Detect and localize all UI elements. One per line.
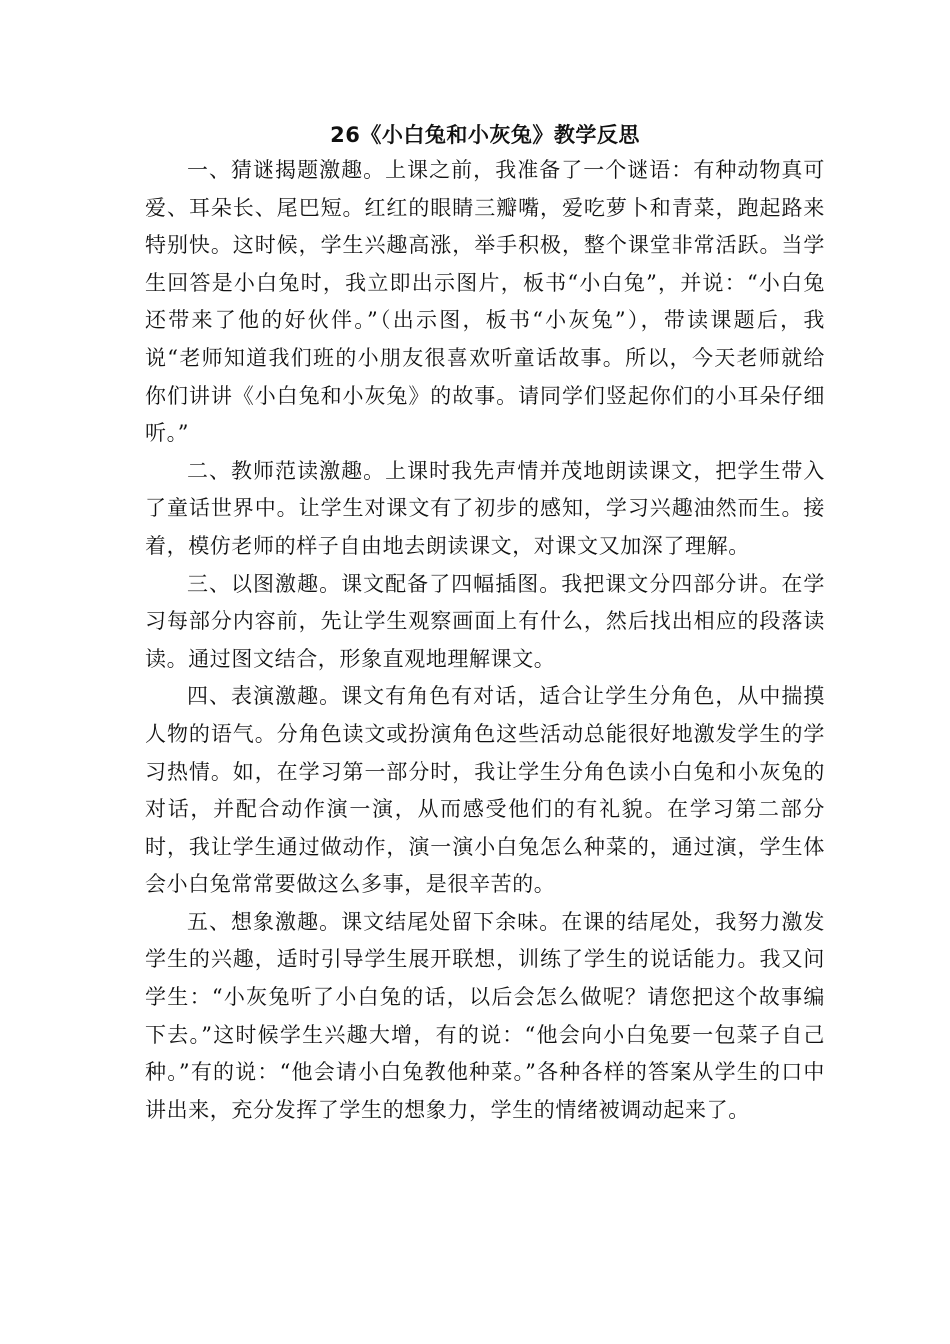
- paragraph-4: 四、表演激趣。课文有角色有对话，适合让学生分角色，从中揣摸人物的语气。分角色读文或扮演角色这些活动总能很好地激发学生的学习热情。如，在学习第一部分时，我让学生分角色读小白兔和小灰兔的对话，并配合动作演一演，从而感受他们的有礼貌。在学习第二部分时，我让学生通过做动作，演一演小白兔怎么种菜的，通过演，学生体会小白兔常常要做这么多事，是很辛苦的。: [145, 684, 825, 897]
- paragraph-1: 一、猜谜揭题激趣。上课之前，我准备了一个谜语：有种动物真可爱、耳朵长、尾巴短。红红的眼睛三瓣嘴，爱吃萝卜和青菜，跑起路来特别快。这时候，学生兴趣高涨，举手积极，整个课堂非常活跃。当学生回答是小白兔时，我立即出示图片，板书“小白兔”，并说：“小白兔还带来了他的好伙伴。”（出示图，板书“小灰兔”），带读课题后，我说“老师知道我们班的小朋友很喜欢听童话故事。所以，今天老师就给你们讲讲《小白兔和小灰兔》的故事。请同学们竖起你们的小耳朵仔细听。”: [145, 158, 825, 446]
- document-page: [145, 118, 825, 1129]
- paragraph-3: 三、以图激趣。课文配备了四幅插图。我把课文分四部分讲。在学习每部分内容前，先让学生观察画面上有什么，然后找出相应的段落读读。通过图文结合，形象直观地理解课文。: [145, 571, 825, 671]
- document-title: 26《小白兔和小灰兔》教学反思: [330, 123, 640, 147]
- paragraph-2: 二、教师范读激趣。上课时我先声情并茂地朗读课文，把学生带入了童话世界中。让学生对课文有了初步的感知，学习兴趣油然而生。接着，模仿老师的样子自由地去朗读课文，对课文又加深了理解。: [145, 458, 825, 558]
- paragraph-5: 五、想象激趣。课文结尾处留下余味。在课的结尾处，我努力激发学生的兴趣，适时引导学生展开联想，训练了学生的说话能力。我又问学生：“小灰兔听了小白兔的话，以后会怎么做呢？请您把这个故事编下去。”这时候学生兴趣大增，有的说：“他会向小白兔要一包菜子自己种。”有的说：“他会请小白兔教他种菜。”各种各样的答案从学生的口中讲出来，充分发挥了学生的想象力，学生的情绪被调动起来了。: [145, 909, 825, 1122]
